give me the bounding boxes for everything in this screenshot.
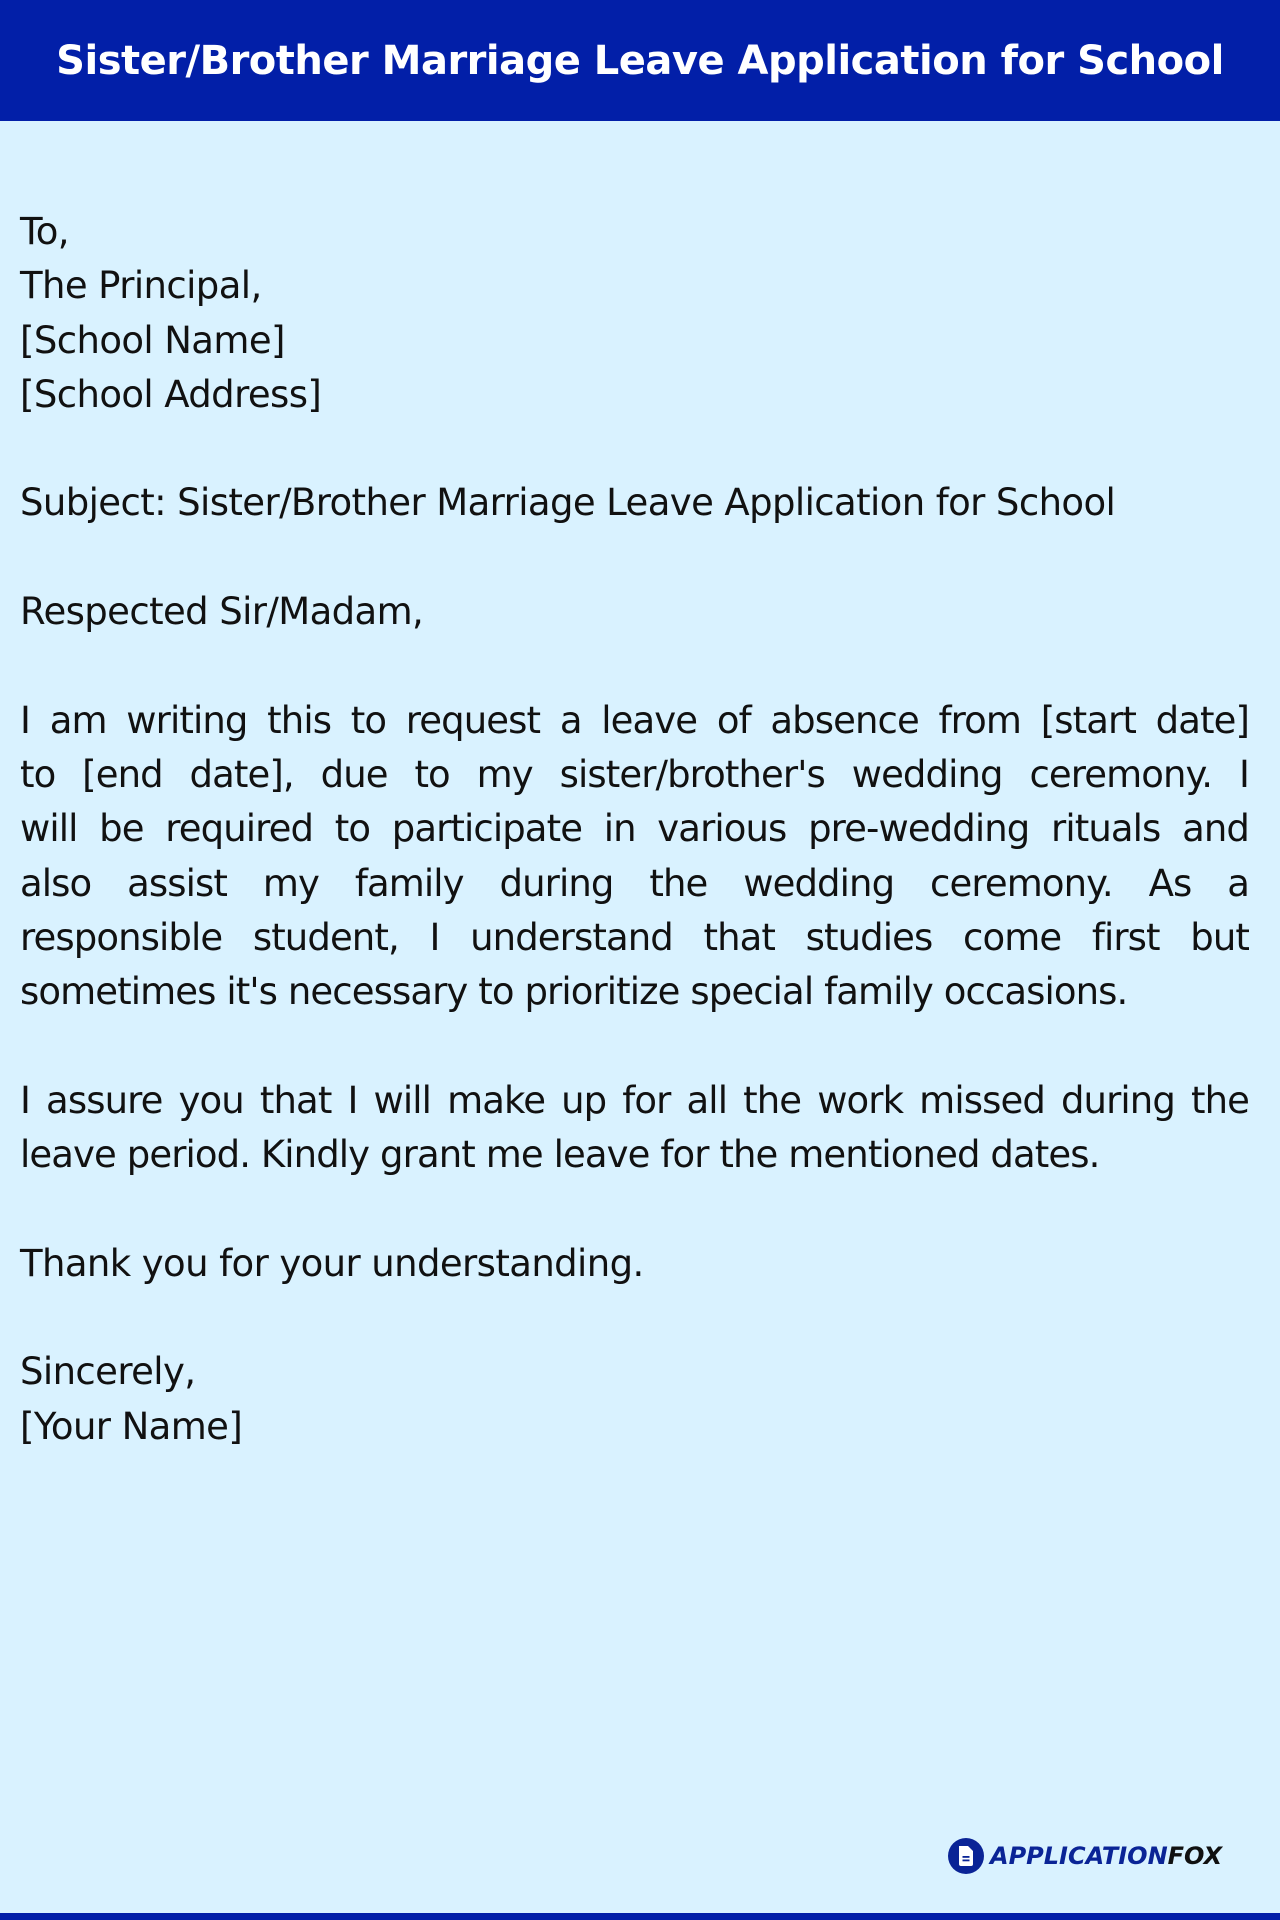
paragraph-line: responsible student, I understand that studies come first but <box>20 915 1249 959</box>
logo-wordmark <box>990 1842 1222 1870</box>
spacer <box>20 422 1249 476</box>
paragraph-line: I am writing this to request a leave of absence from [start date] <box>20 698 1249 742</box>
spacer <box>20 1291 1249 1345</box>
page-title: Sister/Brother Marriage Leave Application for School <box>56 37 1224 84</box>
paragraph-line: sometimes it's necessary to prioritize special family occasions. <box>20 970 1128 1014</box>
salutation: Respected Sir/Madam, <box>20 590 424 634</box>
body-paragraph-1 <box>20 694 1249 1020</box>
paragraph-line: also assist my family during the wedding ceremony. As a <box>20 861 1249 905</box>
subject-line: Subject: Sister/Brother Marriage Leave Application for School <box>20 481 1116 525</box>
spacer <box>20 1019 1249 1073</box>
paragraph-line: I assure you that I will make up for all the work missed during the <box>20 1078 1249 1122</box>
logo-text-fox: FOX <box>1167 1842 1223 1870</box>
spacer <box>20 531 1249 585</box>
applicationfox-logo <box>948 1838 1222 1874</box>
logo-text-application: APPLICATION <box>990 1842 1168 1870</box>
paragraph-line: leave period. Kindly grant me leave for the mentioned dates. <box>20 1133 1100 1177</box>
bottom-border <box>0 1913 1280 1920</box>
letter-body <box>20 205 1249 1454</box>
sign-off: Sincerely, <box>20 1350 196 1394</box>
address-line-to: To, <box>20 210 69 253</box>
address-line-school-address: [School Address] <box>20 372 322 416</box>
spacer <box>20 1182 1249 1236</box>
paragraph-line: will be required to participate in various pre-wedding rituals and <box>20 807 1249 851</box>
signature-placeholder: [Your Name] <box>20 1404 243 1448</box>
page-header <box>0 0 1280 121</box>
paragraph-line: to [end date], due to my sister/brother's wedding ceremony. I <box>20 752 1249 796</box>
document-icon <box>948 1838 984 1874</box>
address-line-school-name: [School Name] <box>20 318 285 362</box>
spacer <box>20 639 1249 693</box>
closing-thanks: Thank you for your understanding. <box>20 1241 644 1285</box>
body-paragraph-2 <box>20 1074 1249 1183</box>
address-line-recipient: The Principal, <box>20 264 262 308</box>
